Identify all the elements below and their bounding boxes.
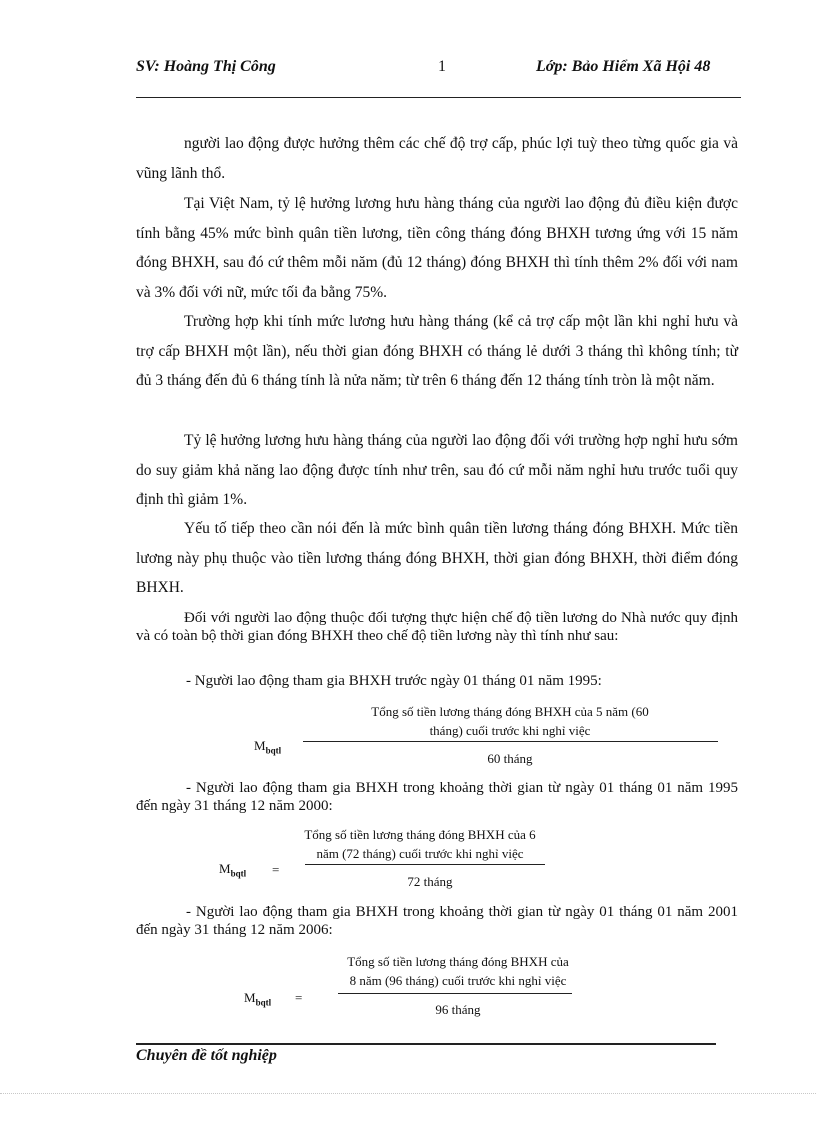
formula-2-numerator-line-2: năm (72 tháng) cuối trước khi nghỉ việc bbox=[316, 846, 524, 861]
formula-3-bar bbox=[338, 993, 572, 994]
paragraph-2: Tại Việt Nam, tỷ lệ hưởng lương hưu hàng tháng của người lao động đủ điều kiện được tính bằng 45% mức bình quân tiền lương, tiền công tháng đóng BHXH tương ứng với 15 năm đóng BHXH, sau đó cứ thêm mỗi năm (đủ 12 tháng) đóng BHXH thì tính thêm 2% đối với nam và 3% đối với nữ, mức tối đa bằng 75%. bbox=[136, 195, 738, 301]
footer-rule bbox=[136, 1043, 716, 1045]
footer-text: Chuyên đề tốt nghiệp bbox=[136, 1047, 277, 1064]
formula-1-bar bbox=[303, 741, 718, 742]
formula-3-equals: = bbox=[295, 990, 303, 1005]
paragraph-4: Tỷ lệ hưởng lương hưu hàng tháng của người lao động đối với trường hợp nghỉ hưu sớm do suy giảm khả năng lao động được tính như trên, sau đó cứ mỗi năm nghỉ hưu trước tuổi quy định thì giảm 1%. bbox=[136, 432, 738, 508]
formula-3-numerator-line-1: Tổng số tiền lương tháng đóng BHXH của bbox=[347, 954, 569, 969]
formula-3-numerator-line-2: 8 năm (96 tháng) cuối trước khi nghỉ việc bbox=[349, 973, 567, 988]
formula-2-numerator bbox=[270, 825, 570, 863]
page-number: 1 bbox=[438, 58, 446, 75]
paragraph-5: Yếu tố tiếp theo cần nói đến là mức bình quân tiền lương tháng đóng BHXH. Mức tiền lương này phụ thuộc vào tiền lương tháng đóng BHXH, thời gian đóng BHXH, thời điểm đóng BHXH. bbox=[136, 520, 738, 596]
formula-2-bar bbox=[305, 864, 545, 865]
formula-3-symbol bbox=[244, 990, 271, 1008]
formula-1-denominator: 60 tháng bbox=[487, 751, 533, 766]
formula-3-symbol-sub: bqtl bbox=[255, 997, 272, 1008]
formula-1-numerator-line-1: Tổng số tiền lương tháng đóng BHXH của 5 năm (60 bbox=[371, 704, 649, 719]
formula-3-denominator: 96 tháng bbox=[435, 1002, 481, 1017]
formula-2-symbol bbox=[219, 861, 246, 879]
formula-3-symbol-main: M bbox=[244, 990, 256, 1005]
page-edge-divider bbox=[0, 1093, 816, 1094]
formula-1-symbol-sub: bqtl bbox=[265, 745, 282, 756]
header-class: Lớp: Bảo Hiểm Xã Hội 48 bbox=[536, 58, 711, 75]
formula-2-denominator: 72 tháng bbox=[407, 874, 453, 889]
formula-1-numerator-line-2: tháng) cuối trước khi nghỉ việc bbox=[429, 723, 591, 738]
formula-2-equals: = bbox=[272, 862, 280, 877]
paragraph-6: Đối với người lao động thuộc đối tượng thực hiện chế độ tiền lương do Nhà nước quy định và có toàn bộ thời gian đóng BHXH theo chế độ tiền lương này thì tính như sau: bbox=[136, 610, 738, 644]
bullet-1: - Người lao động tham gia BHXH trước ngày 01 tháng 01 năm 1995: bbox=[186, 673, 602, 689]
formula-2-symbol-main: M bbox=[219, 861, 231, 876]
formula-1-symbol-main: M bbox=[254, 738, 266, 753]
bullet-3: - Người lao động tham gia BHXH trong khoảng thời gian từ ngày 01 tháng 01 năm 2001 đến ngày 31 tháng 12 năm 2006: bbox=[136, 904, 738, 938]
formula-3-numerator bbox=[308, 952, 608, 990]
paragraph-3: Trường hợp khi tính mức lương hưu hàng tháng (kể cả trợ cấp một lần khi nghỉ hưu và trợ cấp BHXH một lần), nếu thời gian đóng BHXH có tháng lẻ dưới 3 tháng thì không tính; từ đủ 3 tháng đến đủ 6 tháng tính là nửa năm; từ trên 6 tháng đến 12 tháng tính tròn là một năm. bbox=[136, 313, 738, 389]
bullet-2: - Người lao động tham gia BHXH trong khoảng thời gian từ ngày 01 tháng 01 năm 1995 đến ngày 31 tháng 12 năm 2000: bbox=[136, 780, 738, 814]
header-rule bbox=[136, 97, 741, 98]
formula-2-numerator-line-1: Tổng số tiền lương tháng đóng BHXH của 6 bbox=[304, 827, 536, 842]
paragraph-1: người lao động được hưởng thêm các chế độ trợ cấp, phúc lợi tuỳ theo từng quốc gia và vũng lãnh thổ. bbox=[136, 135, 738, 182]
formula-1-symbol bbox=[254, 738, 281, 756]
header-student: SV: Hoàng Thị Công bbox=[136, 58, 276, 75]
formula-2-symbol-sub: bqtl bbox=[230, 868, 247, 879]
formula-1-numerator bbox=[300, 702, 720, 740]
